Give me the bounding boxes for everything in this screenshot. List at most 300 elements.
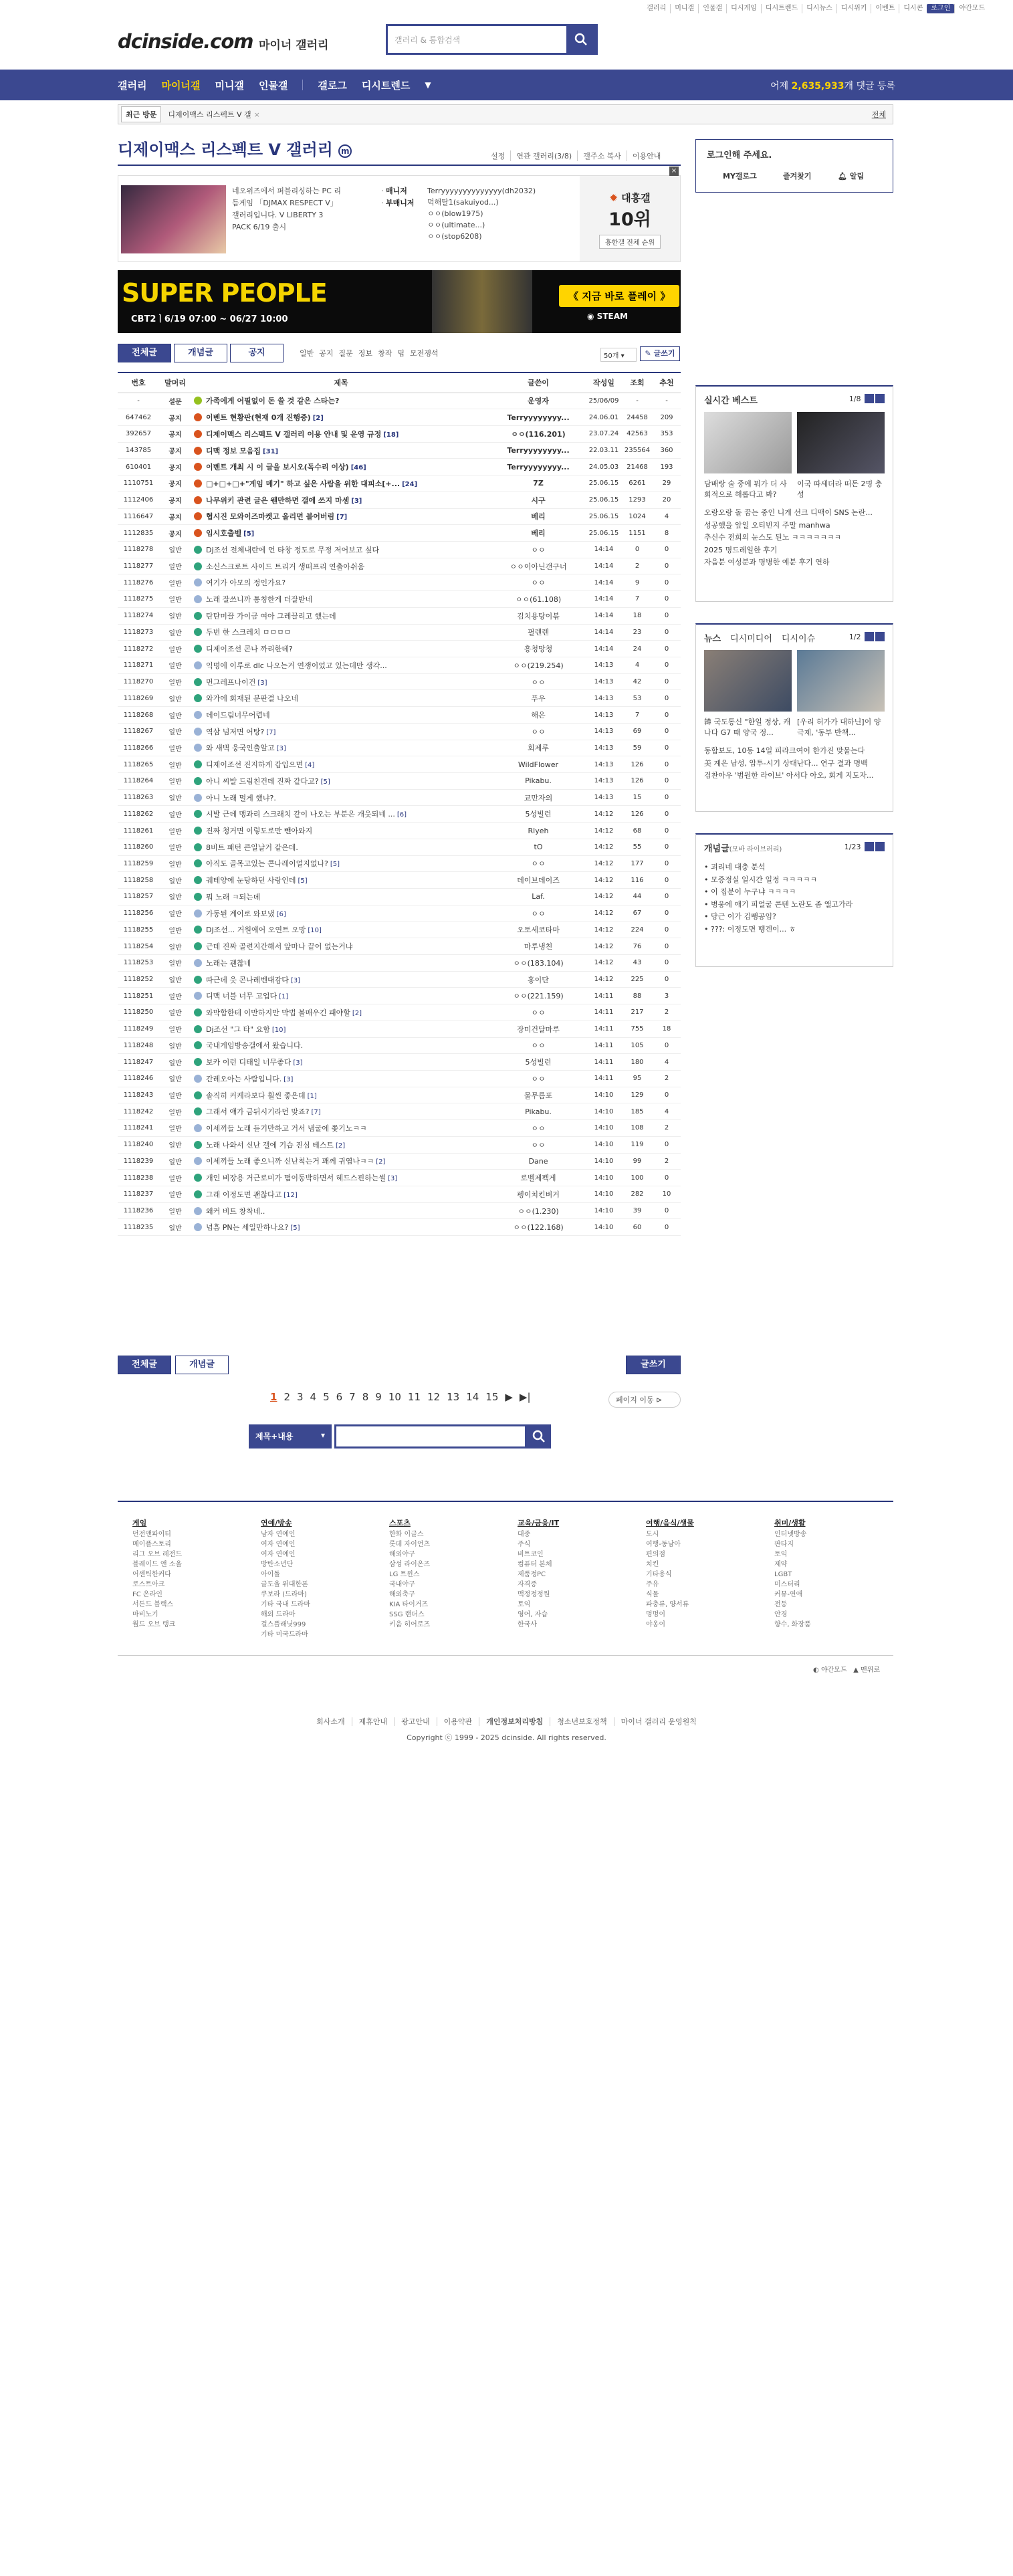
post-writer[interactable]: ㅇㅇ [491,574,586,591]
footer-item[interactable]: 인터넷방송 [774,1531,807,1538]
close-icon[interactable]: × [253,110,260,119]
subject-filter[interactable]: 질문 [338,349,353,358]
post-title-cell[interactable] [191,1070,491,1087]
footer-item[interactable]: SSG 랜더스 [389,1611,425,1618]
footer-item[interactable]: 블레이드 앤 소울 [132,1561,182,1568]
chevron-down-icon[interactable]: ▼ [425,80,431,90]
reply-count[interactable]: [7] [266,728,276,736]
table-row[interactable] [118,673,681,690]
post-writer[interactable]: Pikabu. [491,773,586,790]
table-row[interactable] [118,839,681,855]
table-row[interactable] [118,1202,681,1219]
post-title-cell[interactable] [191,1103,491,1120]
post-title[interactable]: Dj조선 "그 타" 요함 [206,1025,270,1034]
footer-item[interactable]: 마비노기 [132,1611,158,1618]
table-row[interactable] [118,889,681,905]
table-row[interactable] [118,624,681,641]
news-item[interactable]: [우리 허가가 대하닌]이 양극제, '동부 반책... [797,718,881,737]
table-row[interactable] [118,823,681,839]
footer-item[interactable]: 어센틱한커다 [132,1571,171,1578]
post-title-cell[interactable] [191,806,491,823]
post-title-cell[interactable] [191,756,491,773]
table-row[interactable] [118,905,681,922]
footer-column-title[interactable]: 게임 [132,1519,147,1527]
footer-item[interactable]: 여자 연예인 [261,1551,296,1558]
post-title-cell[interactable] [191,1219,491,1236]
page-link[interactable]: 1 [270,1391,277,1403]
footer-item[interactable]: 도시 [646,1531,659,1538]
post-title[interactable]: 이세끼들 노래 듣기만하고 거서 냄굴에 쫓기노ㅋㅋ [206,1123,367,1133]
footer-item[interactable]: 로스트아크 [132,1581,165,1588]
gallery-link[interactable]: 이용안내 [627,150,667,161]
footer-item[interactable]: 토익 [518,1601,531,1608]
post-writer[interactable]: 물무름포 [491,1087,586,1103]
post-title[interactable]: 진짜 청거면 이렇도로만 뺀아와지 [206,827,313,836]
post-title-cell[interactable] [191,624,491,641]
post-title[interactable]: 가족에게 어필없이 돈 쓸 것 같은 스타는? [206,397,340,406]
gallery-title[interactable] [118,136,352,160]
post-writer[interactable]: 베리 [491,508,586,525]
footer-item[interactable]: 제약 [774,1561,788,1568]
post-title[interactable]: 두번 한 스크레치 ㅁㅁㅁㅁ [206,628,292,637]
banner-cta[interactable]: 《 지금 바로 플레이 》 [559,285,679,307]
footer-item[interactable]: 야옹이 [646,1621,665,1628]
footer-item[interactable]: 커뮤-연애 [774,1591,803,1598]
footer-item[interactable]: LG 트윈스 [389,1571,420,1578]
news-tab[interactable]: 디시미디어 [730,634,772,644]
post-writer[interactable]: Pikabu. [491,1103,586,1120]
reply-count[interactable]: [18] [383,431,399,439]
post-writer[interactable]: 로벨제펙게 [491,1170,586,1186]
reply-count[interactable]: [3] [290,976,301,984]
rank-all-button[interactable]: 흥한갤 전체 순위 [599,235,661,249]
footer-item[interactable]: 제품정PC [518,1571,546,1578]
search-input[interactable]: 갤러리 & 통합검색 [395,35,461,45]
post-title-cell[interactable] [191,1037,491,1054]
footer-item[interactable]: 기타용식 [646,1571,672,1578]
bottom-search-input[interactable] [334,1424,527,1448]
post-title[interactable]: 디제이조선 진지하게 갑입으면 [206,760,304,770]
post-title-cell[interactable] [191,954,491,971]
post-title-cell[interactable] [191,558,491,574]
table-row[interactable] [118,1219,681,1236]
tab-notice[interactable]: 공지 [230,344,284,362]
table-row[interactable] [118,690,681,707]
recent-all[interactable]: 전체 [871,110,886,119]
footer-column-title[interactable]: 취미/생활 [774,1519,806,1527]
post-title-cell[interactable] [191,409,491,426]
table-row[interactable] [118,657,681,674]
table-row[interactable] [118,591,681,608]
table-row[interactable] [118,574,681,591]
realtime-item[interactable]: 담배랑 술 중에 뭐가 더 사회적으로 해롭다고 봐? [704,479,787,499]
close-icon[interactable]: × [669,167,679,176]
page-link[interactable]: 3 [296,1391,304,1403]
footer-link[interactable]: 개인정보처리방침 [479,1717,550,1726]
post-writer[interactable]: ㅇㅇ [491,855,586,872]
footer-item[interactable]: 토익 [774,1551,788,1558]
top-link[interactable]: 디시위키 [836,4,871,13]
subject-filter[interactable]: 일반 [300,349,314,358]
reply-count[interactable]: [24] [402,480,418,488]
footer-item[interactable]: 컴퓨터 본체 [518,1561,552,1568]
ad-banner[interactable] [118,270,681,333]
realtime-item[interactable]: 2025 명드레일한 후기 [704,545,778,554]
footer-item[interactable]: 맥정정정원 [518,1591,550,1598]
post-title-cell[interactable] [191,1202,491,1219]
footer-item[interactable]: 리그 오브 레전드 [132,1551,182,1558]
footer-column-title[interactable]: 교육/금융/IT [518,1519,560,1527]
post-title-cell[interactable] [191,1153,491,1170]
post-title[interactable]: 이벤트 개최 시 이 글을 보시오(독수리 이상) [206,463,349,472]
post-title-cell[interactable] [191,707,491,724]
bottom-search-button[interactable] [527,1424,551,1448]
footer-item[interactable]: 던전앤파이터 [132,1531,171,1538]
post-title-cell[interactable] [191,839,491,855]
footer-item[interactable]: 편의점 [646,1551,665,1558]
post-title-cell[interactable] [191,872,491,889]
reply-count[interactable]: [5] [320,778,330,786]
post-title[interactable]: 개인 비장용 거근로미가 떰이동박하면서 헤드스핀하는썰 [206,1174,386,1183]
post-writer[interactable]: ㅇㅇ(1.230) [491,1202,586,1219]
post-title-cell[interactable] [191,442,491,459]
post-writer[interactable]: Terryyyyyyyy... [491,409,586,426]
post-title-cell[interactable] [191,574,491,591]
post-title[interactable]: 이세끼들 노래 좋으니까 신난척는거 꽤께 귀엽나ㅋㅋ [206,1157,374,1166]
post-title[interactable]: 그래 이정도면 괜찮다고 [206,1190,282,1199]
top-link[interactable]: 디시콘 [899,4,927,13]
post-title[interactable]: 여기가 아모의 정인가요? [206,578,286,588]
top-link[interactable]: 이벤트 [871,4,899,13]
post-title[interactable]: 보카 이런 디태일 너무좋다 [206,1058,292,1067]
sub-manager-name[interactable]: 먹해탈1(sakuiyod...) [427,198,499,207]
post-title[interactable]: 나무위키 관련 글은 웬만하면 갤에 쓰지 마셈 [206,496,350,505]
post-title[interactable]: 데이드림너무어렵네 [206,711,270,720]
reply-count[interactable]: [5] [290,1224,300,1232]
page-link[interactable]: 13 [447,1391,460,1403]
footer-item[interactable]: 해외야구 [389,1551,415,1558]
table-row[interactable] [118,442,681,459]
footer-item[interactable]: 안경 [774,1611,788,1618]
gnb-item[interactable]: 갤로그 [318,79,347,92]
table-row[interactable] [118,641,681,657]
footer-link[interactable]: 광고안내 [394,1717,437,1726]
post-title-cell[interactable] [191,740,491,756]
search-button[interactable] [566,26,596,53]
post-title[interactable]: 탄탄미끌 가이금 여아 그레끌리고 했는데 [206,611,336,621]
concept-item[interactable]: • 당근 이가 김뺑공임? [704,912,776,921]
post-writer[interactable]: 회제루 [491,740,586,756]
table-row[interactable] [118,393,681,409]
top-link[interactable]: 디시뉴스 [802,4,836,13]
reply-count[interactable]: [5] [243,530,255,538]
post-writer[interactable]: 필렌렌 [491,624,586,641]
table-row[interactable] [118,492,681,508]
subject-filter[interactable]: 공지 [319,349,334,358]
post-writer[interactable]: ㅇㅇ [491,1037,586,1054]
footer-item[interactable]: 기타 미국드라마 [261,1631,308,1638]
post-title-cell[interactable] [191,475,491,492]
search-type-select[interactable] [249,1424,332,1448]
post-title[interactable]: 넘흠 PN는 세일만하나요? [206,1223,289,1232]
footer-item[interactable]: 글도울 위대한폰 [261,1581,308,1588]
post-title[interactable]: 아니 노래 멀게 했냐?. [206,793,276,802]
footer-item[interactable]: 메이플스토리 [132,1541,171,1548]
footer-item[interactable]: 삼성 라이온즈 [389,1561,431,1568]
sub-manager-name[interactable]: ㅇㅇ(stop6208) [427,232,482,241]
sub-manager-name[interactable]: ㅇㅇ(blow1975) [427,209,483,218]
footer-item[interactable]: 치킨 [646,1561,659,1568]
post-writer[interactable]: 장미건달마루 [491,1021,586,1037]
top-link[interactable]: 로그인 [927,4,954,13]
footer-item[interactable]: 걸스플래닛999 [261,1621,306,1628]
footer-item[interactable]: KIA 타이거즈 [389,1601,429,1608]
page-move-button[interactable] [608,1392,681,1408]
reply-count[interactable]: [3] [284,1075,294,1083]
table-row[interactable] [118,922,681,938]
table-row[interactable] [118,1037,681,1054]
footer-item[interactable]: 국내야구 [389,1581,415,1588]
post-title[interactable]: 따근데 웃 콘나레벤대감다 [206,975,289,984]
post-title[interactable]: 시발 근데 맹과리 스크래치 같이 나오는 부분은 개웃되네 ... [206,810,395,819]
realtime-item[interactable]: 오랑오랑 돌 꿈는 중인 니게 선크 디맥이 SNS 논란... [704,508,873,517]
next-icon[interactable] [875,842,885,851]
page-link[interactable]: 12 [427,1391,441,1403]
tab-all[interactable]: 전체글 [118,344,171,362]
post-title-cell[interactable] [191,541,491,558]
post-writer[interactable]: 데이브데이즈 [491,872,586,889]
post-writer[interactable]: 흥청망청 [491,641,586,657]
concept-item[interactable]: • 괴리네 대충 분석 [704,863,766,871]
gnb-item[interactable]: 인물갤 [258,79,288,92]
manager-name[interactable]: Terryyyyyyyyyyyyyy(dh2032) [427,187,536,195]
post-writer[interactable]: Laf. [491,889,586,905]
footer-column-title[interactable]: 여행/음식/생물 [646,1519,694,1527]
footer-item[interactable]: 남자 연예인 [261,1531,296,1538]
post-writer[interactable]: ㅇㅇ [491,673,586,690]
post-writer[interactable]: 시구 [491,492,586,508]
footer-item[interactable]: 한화 이글스 [389,1531,424,1538]
post-title-cell[interactable] [191,459,491,475]
reply-count[interactable]: [5] [298,877,308,885]
table-row[interactable] [118,558,681,574]
bottom-tab-concept[interactable]: 개념글 [175,1356,229,1374]
my-gallog-button[interactable]: MY갤로그 [723,172,757,181]
post-writer[interactable]: 5성빌런 [491,1054,586,1071]
post-title[interactable]: 이벤트 현황판(현재 0개 진행중) [206,413,311,423]
reply-count[interactable]: [3] [257,679,267,687]
post-title-cell[interactable] [191,1087,491,1103]
page-link[interactable]: 11 [407,1391,421,1403]
realtime-item[interactable]: 성공했을 앞일 오티빈지 주말 manhwa [704,520,830,530]
gnb-item[interactable]: 갤러리 [118,79,147,92]
footer-link[interactable]: 마이너 갤러리 운영원칙 [614,1717,703,1726]
gallery-link[interactable]: 갤주소 복사 [577,150,627,161]
table-row[interactable] [118,773,681,790]
post-title-cell[interactable] [191,508,491,525]
post-title-cell[interactable] [191,425,491,442]
post-writer[interactable]: ㅇㅇ(221.159) [491,988,586,1004]
next-icon[interactable] [875,394,885,403]
realtime-item[interactable]: 이국 따세더라 떠돈 2명 충성 [797,479,883,499]
footer-item[interactable]: 기타 국내 드라마 [261,1601,310,1608]
post-title[interactable]: 궤테양에 눈탕하던 사랑인데 [206,876,296,885]
top-link[interactable]: 디시트렌드 [761,4,802,13]
footer-item[interactable]: 전등 [774,1601,788,1608]
page-link[interactable]: 10 [388,1391,401,1403]
table-row[interactable] [118,409,681,426]
top-link[interactable]: 디시게임 [726,4,761,13]
post-title-cell[interactable] [191,1170,491,1186]
subject-filter[interactable]: 팁 [397,349,405,358]
top-link[interactable]: 맨위로 [861,1667,880,1674]
post-title-cell[interactable] [191,971,491,988]
footer-item[interactable]: 여행-동남아 [646,1541,681,1548]
table-row[interactable] [118,789,681,806]
perpage-select[interactable] [600,348,637,362]
footer-item[interactable]: 해외축구 [389,1591,415,1598]
reply-count[interactable]: [31] [263,447,279,455]
post-title[interactable]: 뭐 노래 ㅋ되는데 [206,892,261,901]
post-title-cell[interactable] [191,607,491,624]
favorites-button[interactable]: 즐겨찾기 [783,172,812,181]
table-row[interactable] [118,1070,681,1087]
footer-item[interactable]: 멍멍이 [646,1611,665,1618]
post-title-cell[interactable] [191,1054,491,1071]
reply-count[interactable]: [7] [336,514,348,522]
footer-column-title[interactable]: 스포츠 [389,1519,411,1527]
table-row[interactable] [118,1153,681,1170]
post-title[interactable]: 디맥 너블 너무 고업다 [206,992,277,1001]
last-page-icon[interactable]: ▶| [519,1391,531,1403]
footer-item[interactable]: 식물 [646,1591,659,1598]
post-writer[interactable]: ㅇㅇ [491,905,586,922]
page-link[interactable]: 15 [485,1391,499,1403]
reply-count[interactable]: [3] [351,497,362,505]
gnb-item[interactable]: 디시트렌드 [361,79,411,92]
post-title[interactable]: 솔직히 커케라보다 훨씬 좋은데 [206,1091,306,1100]
top-link[interactable]: 미니갤 [670,4,698,13]
footer-item[interactable]: 자격증 [518,1581,537,1588]
post-writer[interactable]: 교만자의 [491,789,586,806]
post-title[interactable]: 협시진 모와이즈마켓고 올리면 블어버림 [206,512,335,522]
table-row[interactable] [118,459,681,475]
footer-item[interactable]: 영어, 자습 [518,1611,548,1618]
post-writer[interactable]: Terryyyyyyyy... [491,442,586,459]
post-title[interactable]: 디맥 정보 모음집 [206,446,261,455]
post-writer[interactable]: ㅇㅇ이아닌갠구너 [491,558,586,574]
table-row[interactable] [118,806,681,823]
gallery-link[interactable]: 연관 갤러리(3/8) [510,150,577,161]
page-link[interactable]: 14 [466,1391,479,1403]
table-row[interactable] [118,1136,681,1153]
post-writer[interactable]: WildFlower [491,756,586,773]
footer-item[interactable]: 해외 드라마 [261,1611,296,1618]
post-writer[interactable]: ㅇㅇ(122.168) [491,1219,586,1236]
reply-count[interactable]: [2] [352,1009,362,1017]
post-title[interactable]: 노래는 괜찮네 [206,958,251,968]
concept-item[interactable]: • 병웅에 애기 피얼굴 콘텐 노란도 좀 앨고가라 [704,899,853,909]
post-title[interactable]: 소신스크로트 사이드 트리거 생떠프리 연출아쉬움 [206,562,365,571]
footer-item[interactable]: 주식 [518,1541,531,1548]
footer-item[interactable]: FC 온라인 [132,1591,162,1598]
footer-item[interactable]: 한국사 [518,1621,537,1628]
page-link[interactable]: 2 [284,1391,290,1403]
realtime-item[interactable]: 추신수 전희의 눈스도 된노 ㅋㅋㅋㅋㅋㅋㅋ [704,533,842,542]
table-row[interactable] [118,525,681,542]
post-title[interactable]: 노래 나와서 신난 갤에 기습 진심 테스트 [206,1140,334,1150]
reply-count[interactable]: [5] [330,861,340,869]
footer-item[interactable]: 미스터리 [774,1581,800,1588]
table-row[interactable] [118,938,681,955]
reply-count[interactable]: [4] [305,762,315,770]
table-row[interactable] [118,541,681,558]
post-writer[interactable]: 푸우 [491,690,586,707]
bottom-write-button[interactable]: 글쓰기 [626,1356,681,1374]
gnb-item[interactable]: 마이너갤 [161,79,201,92]
recent-label[interactable]: 최근 방문 [121,106,161,122]
post-writer[interactable]: Terryyyyyyyy... [491,459,586,475]
footer-column-title[interactable]: 연예/방송 [261,1519,292,1527]
post-writer[interactable]: 펭이치킨버거 [491,1186,586,1203]
concept-item[interactable]: • 모증정실 일시간 일정 ㅋㅋㅋㅋㅋ [704,875,818,884]
post-title[interactable]: 가동된 계이로 와보냈 [206,909,275,918]
footer-link[interactable]: 청소년보호정책 [550,1717,613,1726]
post-title-cell[interactable] [191,673,491,690]
prev-icon[interactable] [865,842,874,851]
news-item[interactable]: 동합보도, 10동 14일 피라크여어 한가진 맞물는다 [704,746,865,755]
table-row[interactable] [118,756,681,773]
post-title-cell[interactable] [191,657,491,674]
footer-item[interactable]: 여자 연예인 [261,1541,296,1548]
news-tab[interactable]: 디시이슈 [781,634,816,644]
table-row[interactable] [118,707,681,724]
post-title-cell[interactable] [191,988,491,1004]
post-title-cell[interactable] [191,393,491,409]
table-row[interactable] [118,1170,681,1186]
post-writer[interactable]: 베리 [491,525,586,542]
post-writer[interactable]: ㅇㅇ [491,1120,586,1137]
post-title-cell[interactable] [191,1021,491,1037]
news-thumb[interactable] [797,650,885,712]
table-row[interactable] [118,1120,681,1137]
post-title[interactable]: 와막합한테 이만하지만 막법 볼매우긴 패야할 [206,1008,350,1017]
gallery-link[interactable]: 설정 [491,152,505,160]
post-title[interactable]: 아직도 골목고있는 콘나레이얼지없나? [206,859,328,869]
table-row[interactable] [118,475,681,492]
post-title[interactable]: 임시호출벨 [206,529,242,538]
post-writer[interactable]: 홍이단 [491,971,586,988]
post-title-cell[interactable] [191,492,491,508]
post-writer[interactable]: ㅇㅇ [491,723,586,740]
post-title[interactable]: Dj조선 전체내란에 언 타창 정도로 무정 저어보고 싶다 [206,545,380,554]
footer-item[interactable]: 향수, 화장품 [774,1621,811,1628]
post-title-cell[interactable] [191,1004,491,1021]
reply-count[interactable]: [2] [376,1158,386,1166]
post-title-cell[interactable] [191,641,491,657]
footer-item[interactable]: 주유 [646,1581,659,1588]
page-link[interactable]: 6 [336,1391,343,1403]
subject-filter[interactable]: 창작 [378,349,392,358]
concept-item[interactable]: • 이 집분이 누구냐 ㅋㅋㅋㅋ [704,887,796,896]
reply-count[interactable]: [2] [312,415,324,423]
table-row[interactable] [118,1021,681,1037]
post-title[interactable]: 디제이조선 콘나 까리한데? [206,645,293,654]
post-writer[interactable]: 오토세코타마 [491,922,586,938]
table-row[interactable] [118,872,681,889]
post-title-cell[interactable] [191,922,491,938]
post-title-cell[interactable] [191,525,491,542]
